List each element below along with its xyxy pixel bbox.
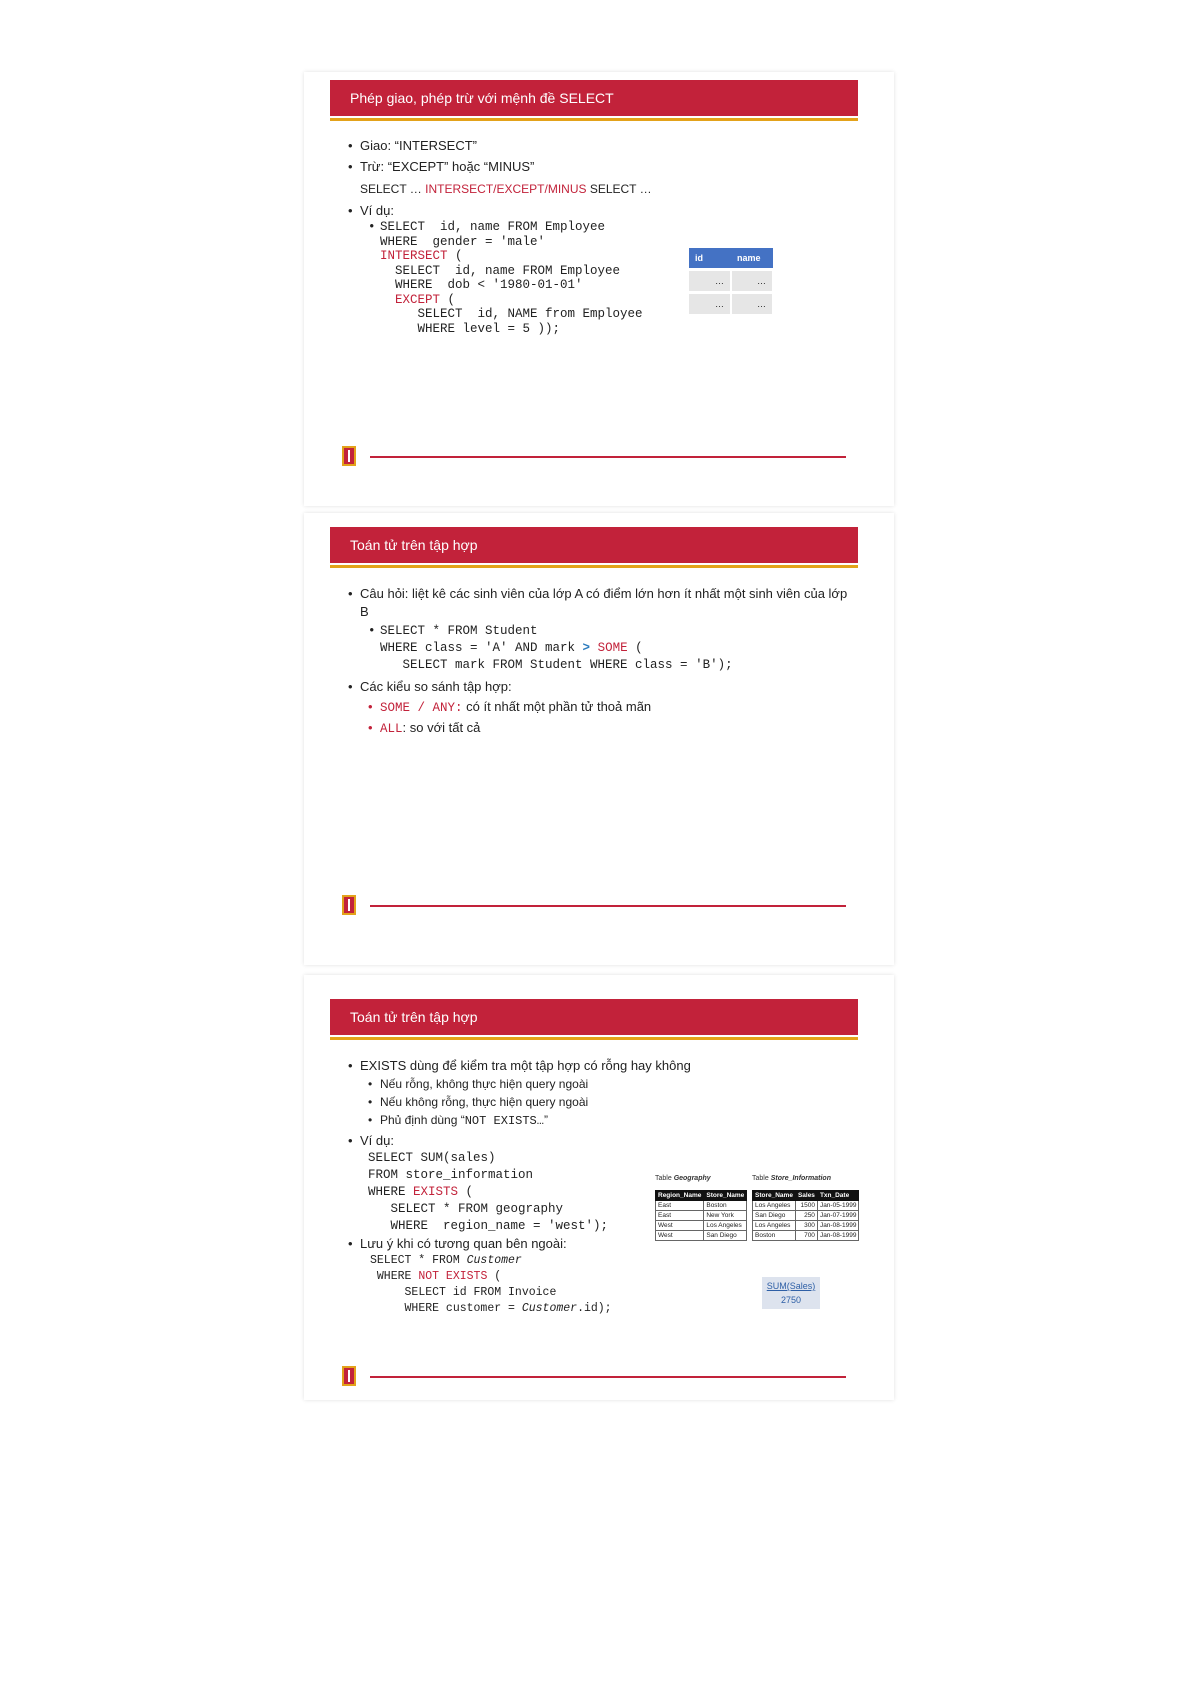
result-table bbox=[689, 248, 774, 314]
table-cell: Los Angeles bbox=[753, 1201, 796, 1211]
code-line: .id); bbox=[577, 1302, 612, 1315]
table-cell: … bbox=[731, 293, 773, 315]
slide-title: Toán tử trên tập hợp bbox=[330, 527, 858, 563]
table-cell: … bbox=[689, 293, 731, 315]
slide-set-operators-exists bbox=[304, 975, 894, 1400]
code-line: ( bbox=[627, 641, 643, 655]
sub-bullet-not-exists bbox=[368, 1111, 854, 1130]
code-line: WHERE level = 5 )); bbox=[417, 321, 561, 336]
table-cell: San Diego bbox=[704, 1231, 747, 1241]
code-italic: Customer bbox=[466, 1254, 522, 1267]
slide-body bbox=[348, 137, 854, 336]
sum-value: 2750 bbox=[780, 1295, 802, 1305]
code-keyword: EXISTS bbox=[413, 1185, 459, 1199]
table-cell: West bbox=[656, 1231, 704, 1241]
logo-icon bbox=[342, 446, 356, 466]
sum-label: SUM(Sales) bbox=[766, 1281, 816, 1291]
code-line: SELECT id, NAME from Employee bbox=[417, 307, 643, 321]
table-cell: East bbox=[656, 1201, 704, 1211]
code-line: SELECT SUM(sales) bbox=[368, 1151, 496, 1165]
table-cell: 250 bbox=[795, 1211, 817, 1221]
syntax-post: SELECT … bbox=[586, 182, 652, 196]
code-line: ( bbox=[458, 1185, 474, 1199]
title-underline bbox=[330, 565, 858, 568]
table-cell: Jan-05-1999 bbox=[817, 1201, 859, 1211]
bullet-all bbox=[368, 719, 854, 738]
caption-name: Store_Information bbox=[770, 1175, 831, 1182]
all-desc: : so với tất cả bbox=[402, 720, 481, 735]
sub-bullet: • Nếu không rỗng, thực hiện query ngoài bbox=[368, 1093, 854, 1111]
syntax-pre: SELECT … bbox=[360, 182, 426, 196]
code-operator: > bbox=[582, 641, 591, 655]
bullet-example: • Ví dụ: bbox=[348, 1132, 854, 1150]
code-line: SELECT * FROM Student bbox=[380, 624, 538, 638]
some-any-desc: có ít nhất một phần tử thoả mãn bbox=[462, 699, 652, 714]
logo-icon bbox=[342, 1366, 356, 1386]
table-cell: East bbox=[656, 1211, 704, 1221]
title-underline bbox=[330, 1037, 858, 1040]
table-cell: Jan-08-1999 bbox=[817, 1231, 859, 1241]
table-cell: San Diego bbox=[753, 1211, 796, 1221]
text: ” bbox=[543, 1113, 548, 1127]
table-caption bbox=[752, 1175, 859, 1182]
table-cell: … bbox=[689, 270, 731, 293]
table-cell: Jan-07-1999 bbox=[817, 1211, 859, 1221]
code-line: SELECT * FROM geography bbox=[390, 1202, 564, 1216]
slide-set-operations bbox=[304, 72, 894, 506]
code-keyword: INTERSECT bbox=[380, 249, 448, 263]
code-line: WHERE dob < '1980-01-01' bbox=[395, 278, 583, 292]
sub-bullet: • Nếu rỗng, không thực hiện query ngoài bbox=[368, 1075, 854, 1093]
table-header: Txn_Date bbox=[817, 1191, 859, 1201]
table-caption bbox=[655, 1175, 747, 1182]
code-line: ( bbox=[447, 249, 463, 263]
code-line: SELECT id FROM Invoice bbox=[404, 1286, 557, 1299]
caption-pre: Table bbox=[655, 1175, 674, 1182]
code-example bbox=[368, 220, 854, 336]
code-line: FROM store_information bbox=[368, 1168, 534, 1182]
logo-icon bbox=[342, 895, 356, 915]
code-line: ( bbox=[487, 1270, 502, 1283]
geography-table bbox=[655, 1190, 747, 1241]
bullet-exists: • EXISTS dùng để kiểm tra một tập hợp có rỗng hay không bbox=[348, 1057, 854, 1075]
table-cell: Jan-08-1999 bbox=[817, 1221, 859, 1231]
table-cell: … bbox=[731, 270, 773, 293]
code-keyword: SOME bbox=[590, 641, 628, 655]
code-line: WHERE bbox=[376, 1270, 419, 1283]
store-table-block bbox=[752, 1175, 859, 1241]
bullet-except: • Trừ: “EXCEPT” hoặc “MINUS” bbox=[348, 158, 854, 176]
bullet-example: • Ví dụ: bbox=[348, 202, 854, 220]
bullet-note: • Lưu ý khi có tương quan bên ngoài: bbox=[348, 1235, 854, 1253]
bullet-intersect: • Giao: “INTERSECT” bbox=[348, 137, 854, 155]
code-line: WHERE gender = 'male' bbox=[380, 234, 546, 249]
code-line: WHERE bbox=[368, 1185, 414, 1199]
table-cell: West bbox=[656, 1221, 704, 1231]
title-underline bbox=[330, 118, 858, 121]
table-header: Store_Name bbox=[704, 1191, 747, 1201]
keyword-some-any: SOME / ANY: bbox=[380, 701, 463, 715]
bullet-compare: • Các kiểu so sánh tập hợp: bbox=[348, 678, 854, 696]
store-information-table bbox=[752, 1190, 859, 1241]
code-keyword: EXCEPT bbox=[395, 292, 441, 307]
table-cell: Los Angeles bbox=[704, 1221, 747, 1231]
syntax-ops: INTERSECT/EXCEPT/MINUS bbox=[425, 182, 587, 196]
footer-line bbox=[370, 1376, 846, 1378]
keyword-all: ALL bbox=[380, 722, 403, 736]
table-cell: 1500 bbox=[795, 1201, 817, 1211]
table-header: Sales bbox=[795, 1191, 817, 1201]
footer-line bbox=[370, 456, 846, 458]
table-header: id bbox=[689, 248, 731, 270]
table-header: name bbox=[731, 248, 773, 270]
code-line: SELECT id, name FROM Employee bbox=[395, 263, 621, 278]
text: Phủ định dùng “ bbox=[380, 1113, 465, 1127]
geography-table-block bbox=[655, 1175, 747, 1241]
slide-title: Toán tử trên tập hợp bbox=[330, 999, 858, 1035]
code-italic: Customer bbox=[521, 1302, 578, 1315]
table-cell: Boston bbox=[753, 1231, 796, 1241]
table-header: Region_Name bbox=[656, 1191, 704, 1201]
slide-set-operators-some bbox=[304, 513, 894, 965]
code-line: SELECT mark FROM Student WHERE class = 'B'); bbox=[402, 658, 733, 672]
code-line: SELECT * FROM bbox=[370, 1254, 467, 1267]
table-cell: Boston bbox=[704, 1201, 747, 1211]
bullet-some-any bbox=[368, 698, 854, 717]
syntax-line bbox=[360, 180, 854, 198]
footer-line bbox=[370, 905, 846, 907]
code-line: SELECT id, name FROM Employee bbox=[380, 220, 606, 234]
code-example bbox=[368, 623, 854, 674]
code-line: WHERE region_name = 'west'); bbox=[390, 1219, 609, 1233]
table-cell: 700 bbox=[795, 1231, 817, 1241]
table-cell: New York bbox=[704, 1211, 747, 1221]
caption-name: Geography bbox=[673, 1175, 711, 1182]
bullet-question: • Câu hỏi: liệt kê các sinh viên của lớp A có điểm lớn hơn ít nhất một sinh viên của lớp B bbox=[348, 585, 854, 621]
table-cell: 300 bbox=[795, 1221, 817, 1231]
code-line: WHERE customer = bbox=[404, 1302, 522, 1315]
table-cell: Los Angeles bbox=[753, 1221, 796, 1231]
caption-pre: Table bbox=[752, 1175, 771, 1182]
code-line: WHERE class = 'A' AND mark bbox=[380, 641, 583, 655]
table-header: Store_Name bbox=[753, 1191, 796, 1201]
code-keyword: NOT EXISTS bbox=[418, 1270, 488, 1283]
code-inline: NOT EXISTS… bbox=[464, 1114, 544, 1128]
slide-body bbox=[348, 585, 854, 738]
sum-result-box bbox=[762, 1277, 820, 1309]
slide-title: Phép giao, phép trừ với mệnh đề SELECT bbox=[330, 80, 858, 116]
code-line: ( bbox=[440, 292, 456, 307]
